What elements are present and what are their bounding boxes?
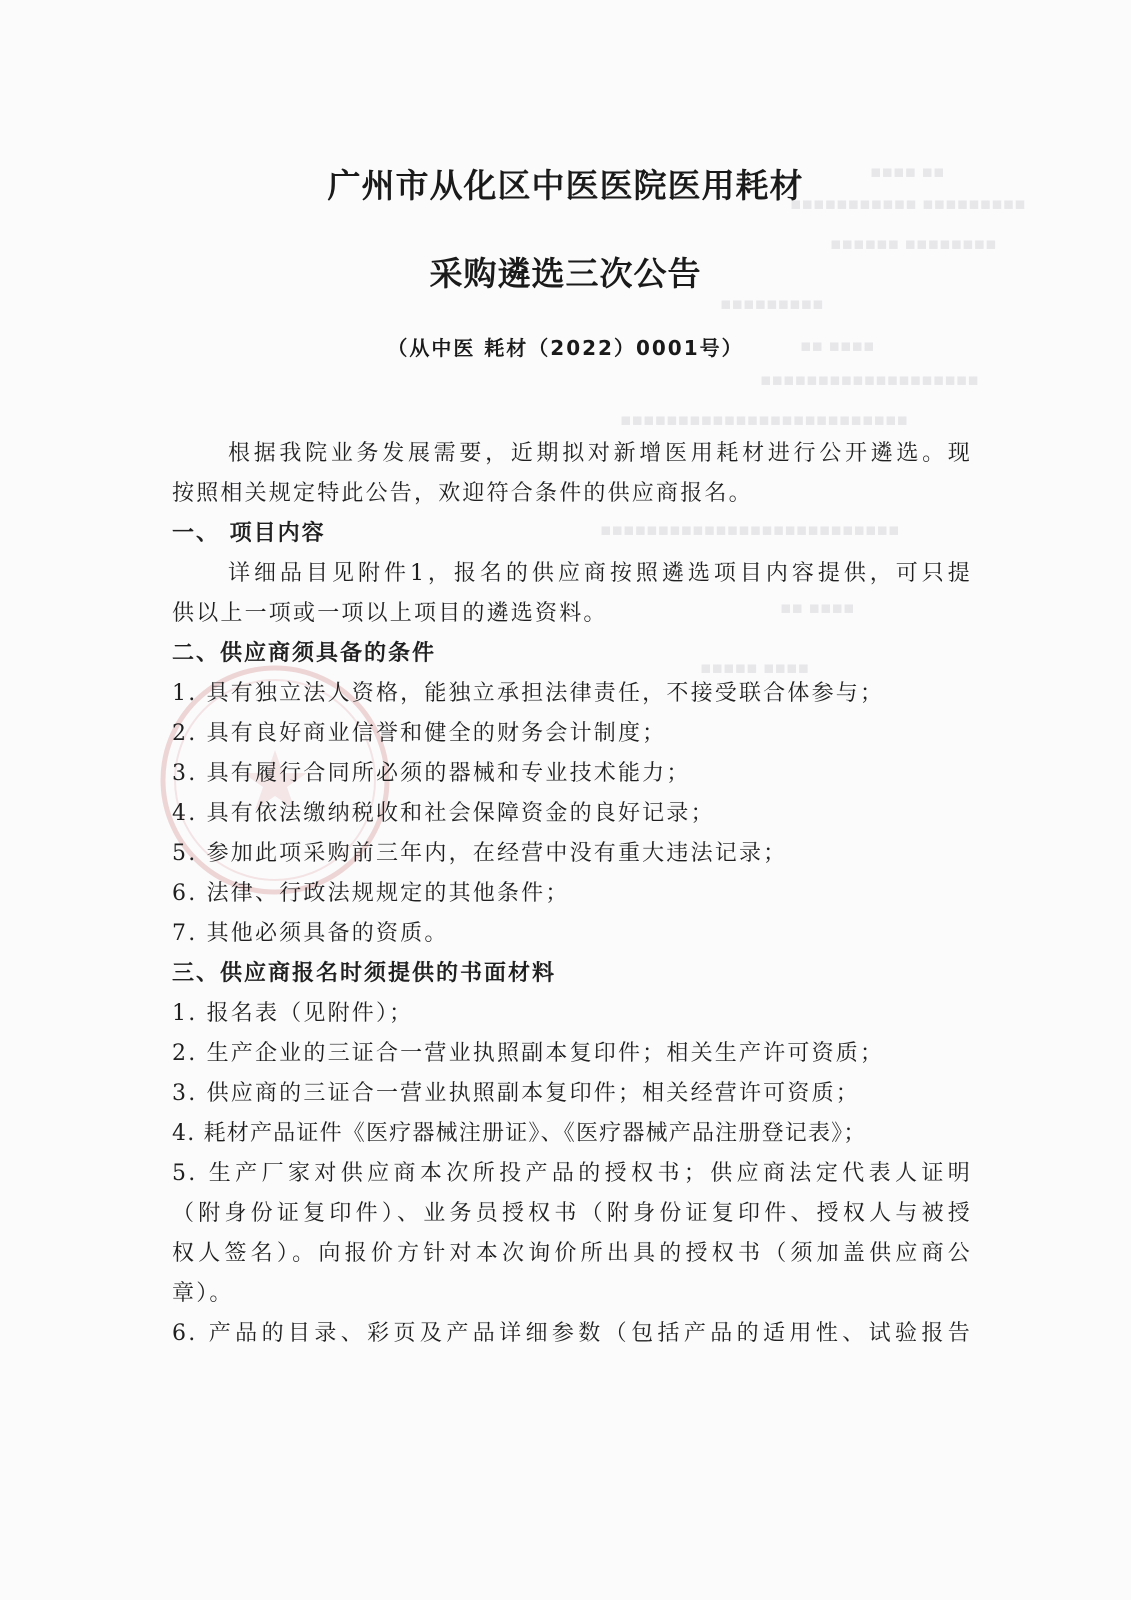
section1-paragraph-line-2: 供以上一项或一项以上项目的遴选资料。	[172, 601, 608, 626]
condition-item-2: 2. 具有良好商业信誉和健全的财务会计制度；	[172, 721, 667, 746]
intro-paragraph-line-2: 按照相关规定特此公告，欢迎符合条件的供应商报名。	[172, 481, 753, 506]
material-line-3: 3. 供应商的三证合一营业执照副本复印件；相关经营许可资质；	[172, 1081, 860, 1106]
document-body	[172, 434, 972, 1354]
material-line-5: 5. 生产厂家对供应商本次所投产品的授权书；供应商法定代表人证明	[172, 1161, 972, 1186]
condition-item-4: 4. 具有依法缴纳税收和社会保障资金的良好记录；	[172, 801, 715, 826]
document-title-line-2: 采购遴选三次公告	[429, 254, 702, 293]
condition-item-1: 1. 具有独立法人资格，能独立承担法律责任，不接受联合体参与；	[172, 681, 885, 706]
material-line-2: 2. 生产企业的三证合一营业执照副本复印件；相关生产许可资质；	[172, 1041, 885, 1066]
section-heading-project-content: 一、 项目内容	[172, 521, 326, 546]
section-heading-supplier-conditions: 二、供应商须具备的条件	[172, 641, 437, 666]
condition-item-7: 7. 其他必须具备的资质。	[172, 921, 449, 946]
material-line-8: 章）。	[172, 1281, 234, 1306]
section1-paragraph-line-1: 详细品目见附件1，报名的供应商按照遴选项目内容提供，可只提	[228, 561, 972, 586]
condition-item-5: 5. 参加此项采购前三年内，在经营中没有重大违法记录；	[172, 841, 788, 866]
condition-item-3: 3. 具有履行合同所必须的器械和专业技术能力；	[172, 761, 691, 786]
material-line-1: 1. 报名表（见附件）；	[172, 1001, 414, 1026]
condition-item-6: 6. 法律、行政法规规定的其他条件；	[172, 881, 570, 906]
material-line-9: 6. 产品的目录、彩页及产品详细参数（包括产品的适用性、试验报告	[172, 1321, 972, 1346]
section-heading-required-materials: 三、供应商报名时须提供的书面材料	[172, 961, 557, 986]
material-line-6: （附身份证复印件）、业务员授权书（附身份证复印件、授权人与被授	[172, 1201, 972, 1226]
document-page: ▪▪▪▪ ▪▪ ▪▪▪▪▪▪▪▪▪▪▪ ▪▪▪▪▪▪▪▪▪ ▪▪▪▪▪▪ ▪▪▪▪▪▪▪▪ ▪▪▪▪▪▪▪▪▪ ▪▪ ▪▪▪▪ ▪▪▪▪▪▪▪▪▪▪▪▪▪▪▪▪▪▪▪ ▪▪▪▪▪▪▪▪▪▪▪▪▪▪▪▪▪▪▪▪▪▪▪▪▪ ▪▪▪▪▪▪▪▪▪▪▪▪▪▪▪▪▪▪▪▪▪▪▪▪▪▪ ▪▪ ▪▪▪▪ ▪▪▪▪▪ ▪▪▪▪ 广州市从化区中医医院医用耗材 采购遴选三次公告 （从中医 耗材（2022）0001号） 根据我院业务发展需要，近期拟对新增医用耗材进行公开遴选。现 按照相关规定特此公告，欢迎符合条件的供应商报名。 一、 项目内容 详细品目见附件1，报名的供应商按照遴选项目内容提供，可只提 供以上一项或一项以上项目的遴选资料。 二、供应商须具备的条件 1. 具有独立法人资格，能独立承担法律责任，不接受联合体参与； 2. 具有良好商业信誉和健全的财务会计制度； 3. 具有履行合同所必须的器械和专业技术能力； 4. 具有依法缴纳税收和社会保障资金的良好记录； 5. 参加此项采购前三年内，在经营中没有重大违法记录； 6. 法律、行政法规规定的其他条件； 7. 其他必须具备的资质。 三、供应商报名时须提供的书面材料 1. 报名表（见附件）； 2. 生产企业的三证合一营业执照副本复印件；相关生产许可资质； 3. 供应商的三证合一营业执照副本复印件；相关经营许可资质； 4. 耗材产品证件《医疗器械注册证》、《医疗器械产品注册登记表》； 5. 生产厂家对供应商本次所投产品的授权书；供应商法定代表人证明 （附身份证复印件）、业务员授权书（附身份证复印件、授权人与被授 权人签名）。向报价方针对本次询价所出具的授权书（须加盖供应商公 章）。 6. 产品的目录、彩页及产品详细参数（包括产品的适用性、试验报告	[0, 0, 1131, 1600]
intro-paragraph-line-1: 根据我院业务发展需要，近期拟对新增医用耗材进行公开遴选。现	[228, 441, 972, 466]
document-number: （从中医 耗材（2022）0001号）	[387, 336, 744, 360]
material-line-4: 4. 耗材产品证件《医疗器械注册证》、《医疗器械产品注册登记表》；	[172, 1121, 867, 1146]
document-title-line-1: 广州市从化区中医医院医用耗材	[327, 166, 804, 205]
material-line-7: 权人签名）。向报价方针对本次询价所出具的授权书（须加盖供应商公	[172, 1241, 972, 1266]
